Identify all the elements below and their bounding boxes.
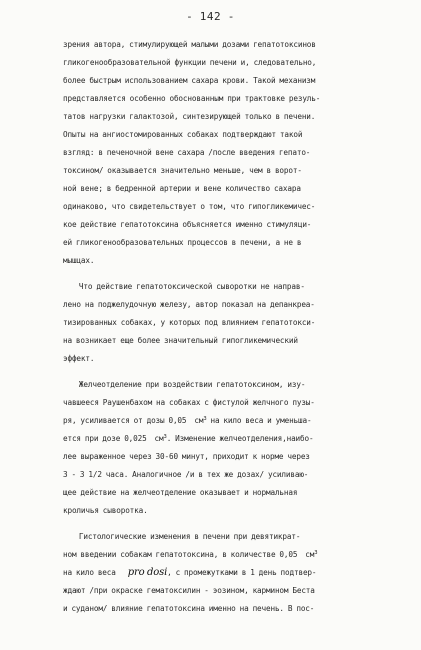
text-line: токсином/ оказывается значительно меньше, чем в ворот- xyxy=(63,166,302,175)
line-text: , с промежутками в 1 день подтвер- xyxy=(167,568,317,577)
text-line xyxy=(63,567,316,578)
text-line xyxy=(63,416,311,425)
handwritten-insert: pro dosi xyxy=(127,567,168,578)
superscript: 3 xyxy=(203,416,207,422)
text-line: чавшееся Раушенбахом на собаках с фистулой желчного пузы- xyxy=(63,398,315,407)
line-text: на кило веса xyxy=(63,568,116,577)
text-line: эффект. xyxy=(63,354,95,363)
text-line: гликогенообразовательной функции печени и, следовательно, xyxy=(63,58,317,67)
line-text: . Изменение желчеотделения,наибо- xyxy=(166,434,314,443)
text-line: Желчеотделение при воздействии гепатотоксином, изу- xyxy=(63,380,306,389)
page-number: - 142 - xyxy=(186,10,235,23)
text-line: одинаково, что свидетельствует о том, что гипогликемичес- xyxy=(63,202,316,211)
text-line: лее выраженное через 30-60 минут, приходит к норме через xyxy=(63,452,310,461)
line-text: ря, усиливается от дозы 0,05 см xyxy=(63,416,204,425)
text-line: ей гликогенообразовательных процессов в печени, а не в xyxy=(63,238,302,247)
superscript: 3 xyxy=(314,550,318,556)
text-line: Что действие гепатотоксической сыворотки не направ- xyxy=(63,282,305,291)
text-line: кое действие гепатотоксина объясняется именно стимуляци- xyxy=(63,220,312,229)
text-line: ной вене; в бедренной артерии и вене количество сахара xyxy=(63,184,301,193)
text-line: Гистологические изменения в печени при девятикрат- xyxy=(63,532,301,541)
text-line: кроличья сыворотка. xyxy=(63,506,148,515)
text-line: более быстрым использованием сахара крови. Такой механизм xyxy=(63,76,316,85)
text-line: татов нагрузки галактозой, синтезирующей только в печени. xyxy=(63,112,316,121)
text-line xyxy=(63,434,313,443)
text-line: взгляд: в печеночной вене сахара /после введения гепато- xyxy=(63,148,311,157)
text-line: и суданом/ влияние гепатотоксина именно на печень. В пос- xyxy=(63,604,315,613)
text-line: тизированных собаках, у которых под влиянием гепатотокси- xyxy=(63,318,316,327)
line-text: ном введении собакам гепатотоксина, в количестве 0,05 см xyxy=(63,550,315,559)
superscript: 3 xyxy=(163,434,167,440)
text-line: мышцах. xyxy=(63,256,95,265)
line-text: ется при дозе 0,025 см xyxy=(63,434,164,443)
text-line xyxy=(63,550,317,559)
text-line: ждают /при окраске гематоксилин - эозином, кармином Беста xyxy=(63,586,315,595)
text-line: представляется особенно обоснованным при трактовке резуль- xyxy=(63,94,321,103)
text-line: Опыты на ангиостомированных собаках подтверждают такой xyxy=(63,130,303,139)
line-text: на кило веса и уменьша- xyxy=(206,416,312,425)
text-line: лено на поджелудочную железу, автор показал на депанкреа- xyxy=(63,300,315,309)
text-line: на возникает еще более значительный гипогликемический xyxy=(63,336,298,345)
text-line: зрения автора, стимулирующей малыми дозами гепатотоксинов xyxy=(63,40,316,49)
text-line: щее действие на желчеотделение оказывает и нормальная xyxy=(63,488,298,497)
text-line: 3 - 3 1/2 часа. Аналогичное /и в тех же дозах/ усиливаю- xyxy=(63,470,309,479)
